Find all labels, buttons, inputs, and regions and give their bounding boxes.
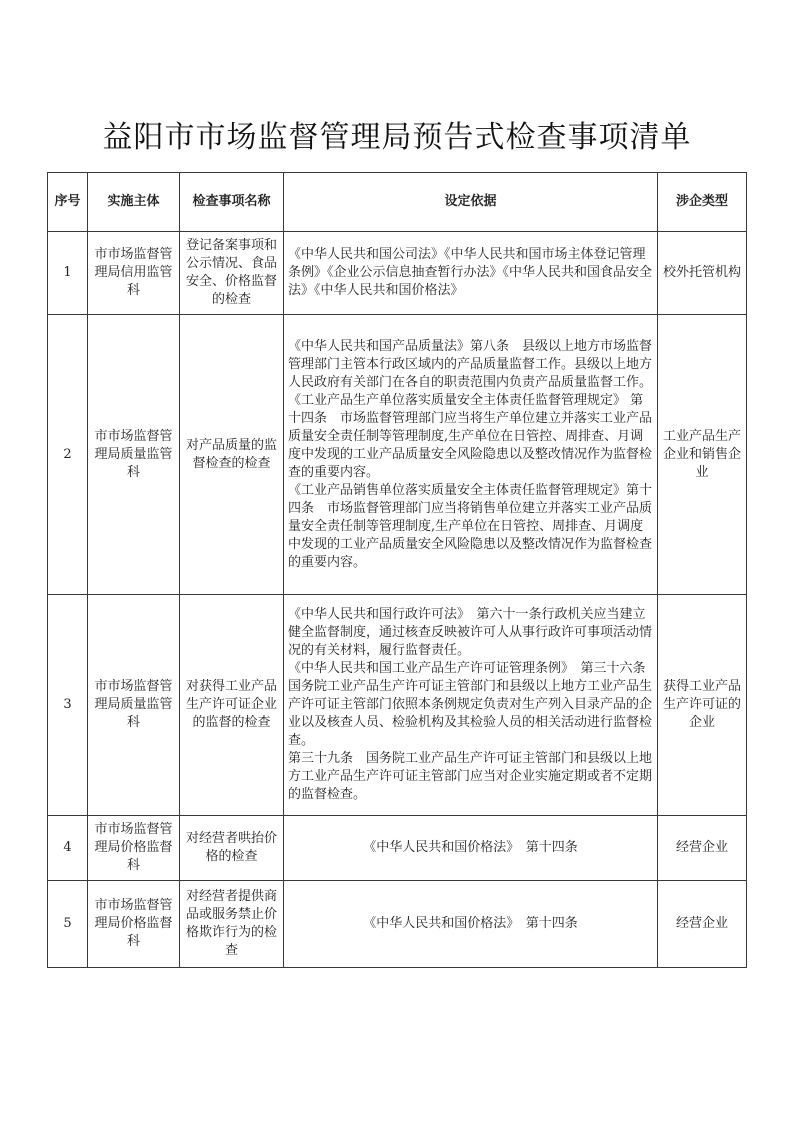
cell-seq: 4 [48, 816, 88, 881]
cell-org: 市市场监督管理局信用监管科 [88, 232, 180, 315]
cell-type: 经营企业 [658, 881, 747, 968]
basis-paragraph: 《中华人民共和国工业产品生产许可证管理条例》 第三十六条 国务院工业产品生产许可证主管部门和县级以上地方工业产品生产许可证主管部门依照本条例规定负责对生产列入目录产品的企业以及核查人员、检验机构及其检验人员的相关活动进行监督检查。 [288, 661, 659, 748]
cell-basis [284, 595, 658, 816]
table-row [48, 315, 747, 595]
cell-basis [284, 816, 658, 881]
cell-type: 经营企业 [658, 816, 747, 881]
cell-seq: 1 [48, 232, 88, 315]
header-basis: 设定依据 [284, 173, 658, 232]
header-org: 实施主体 [88, 173, 180, 232]
cell-org: 市市场监督管理局质量监管科 [88, 315, 180, 595]
cell-type: 工业产品生产企业和销售企业 [658, 315, 747, 595]
basis-paragraph: 《工业产品生产单位落实质量安全主体责任监督管理规定》 第十四条 市场监督管理部门应当将生产单位建立并落实工业产品质量安全责任制等管理制度,生产单位在日管控、周排查、月调度中发现的工业产品质量安全风险隐患以及整改情况作为监督检查的重要内容。 [288, 392, 653, 480]
cell-type: 获得工业产品生产许可证的企业 [658, 595, 747, 816]
cell-org: 市市场监督管理局价格监督科 [88, 881, 180, 968]
cell-basis [284, 315, 658, 595]
cell-basis [284, 881, 658, 968]
page-title: 益阳市市场监督管理局预告式检查事项清单 [102, 120, 692, 155]
cell-type: 校外托管机构 [658, 232, 747, 315]
basis-paragraph: 《中华人民共和国价格法》 第十四条 [363, 916, 578, 931]
cell-item: 对获得工业产品生产许可证企业的监督的检查 [180, 595, 284, 816]
cell-seq: 5 [48, 881, 88, 968]
table-row [48, 881, 747, 968]
cell-basis [284, 232, 658, 315]
basis-paragraph: 《中华人民共和国公司法》《中华人民共和国市场主体登记管理条例》《企业公示信息抽查暂行办法》《中华人民共和国食品安全法》《中华人民共和国价格法》 [288, 247, 653, 298]
cell-item: 对产品质量的监督检查的检查 [180, 315, 284, 595]
cell-org: 市市场监督管理局价格监督科 [88, 816, 180, 881]
cell-org: 市市场监督管理局质量监管科 [88, 595, 180, 816]
header-type: 涉企类型 [658, 173, 747, 232]
header-seq: 序号 [48, 173, 88, 232]
inspection-checklist-table [47, 172, 747, 968]
basis-paragraph: 《中华人民共和国价格法》 第十四条 [363, 840, 578, 855]
cell-item: 登记备案事项和公示情况、食品安全、价格监督的检查 [180, 232, 284, 315]
header-item: 检查事项名称 [180, 173, 284, 232]
cell-item: 对经营者提供商品或服务禁止价格欺诈行为的检查 [180, 881, 284, 968]
cell-item: 对经营者哄抬价格的检查 [180, 816, 284, 881]
basis-paragraph: 第三十九条 国务院工业产品生产许可证主管部门和县级以上地方工业产品生产许可证主管部门应当对企业实施定期或者不定期的监督检查。 [288, 751, 653, 802]
cell-seq: 2 [48, 315, 88, 595]
table-row [48, 595, 747, 816]
basis-paragraph: 《工业产品销售单位落实质量安全主体责任监督管理规定》第十四条 市场监督管理部门应当将销售单位建立并落实工业产品质量安全责任制等管理制度,生产单位在日管控、周排查、月调度中发现的工业产品质量安全风险隐患以及整改情况作为监督检查的重要内容。 [288, 482, 653, 570]
table-row [48, 232, 747, 315]
basis-paragraph: 《中华人民共和国产品质量法》第八条 县级以上地方市场监督管理部门主管本行政区域内的产品质量监督工作。县级以上地方人民政府有关部门在各自的职责范围内负责产品质量监督工作。 [288, 338, 653, 390]
table-header-row [48, 173, 747, 232]
cell-seq: 3 [48, 595, 88, 816]
table-row [48, 816, 747, 881]
basis-paragraph: 《中华人民共和国行政许可法》 第六十一条行政机关应当建立健全监督制度，通过核查反映被许可人从事行政许可事项活动情况的有关材料，履行监督责任。 [288, 607, 653, 658]
